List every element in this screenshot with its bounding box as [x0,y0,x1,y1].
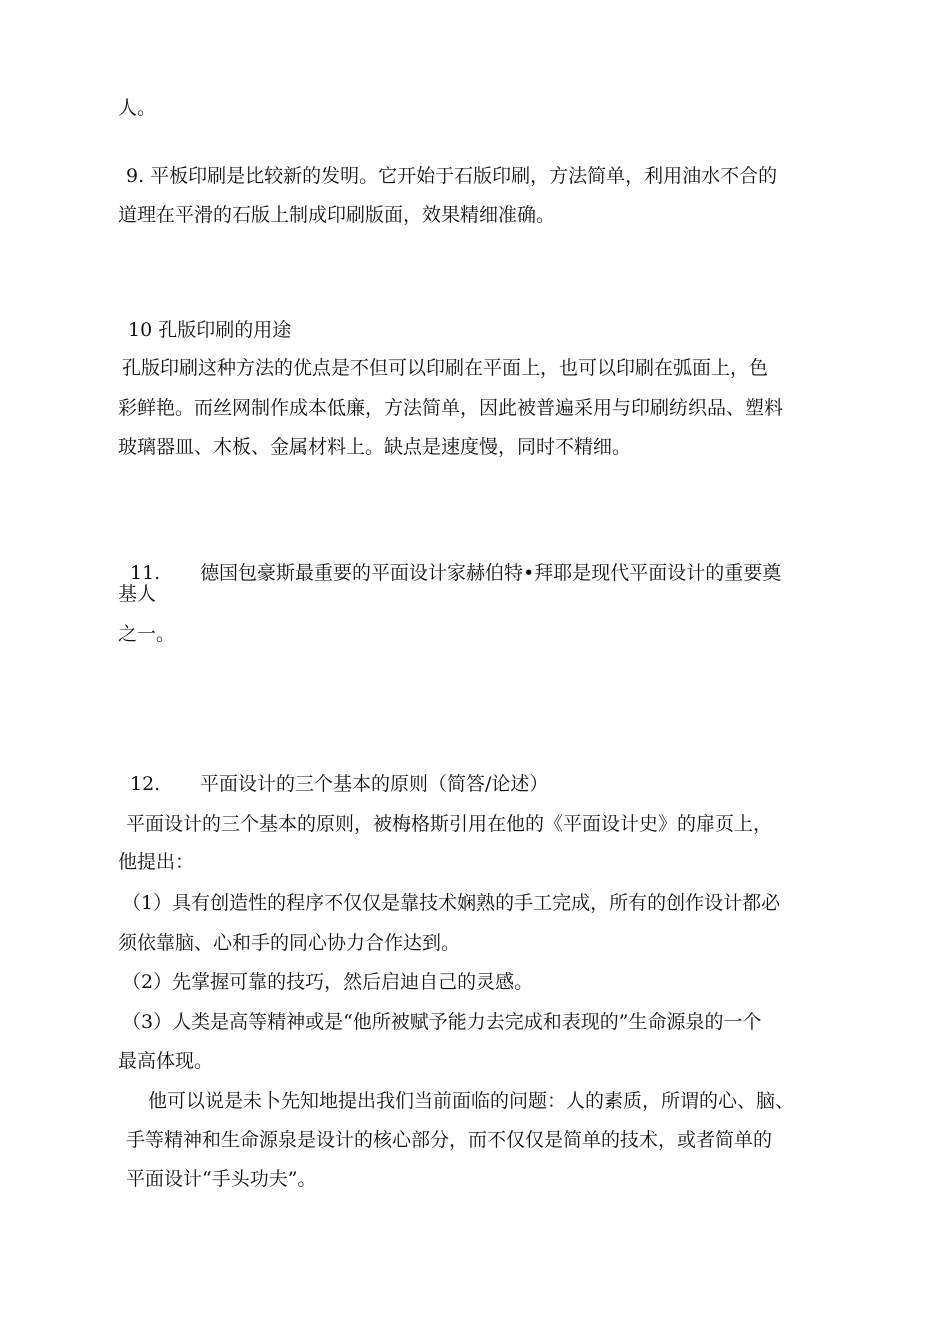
paragraph-line: 他可以说是未卜先知地提出我们当前面临的问题：人的素质，所谓的心、脑、 [148,1090,795,1112]
numbered-heading [130,772,548,796]
list-item: （2）先掌握可靠的技巧，然后启迪自己的灵感。 [122,971,534,993]
item-number: 12. [130,773,161,795]
paragraph-line: 孔版印刷这种方法的优点是不但可以印刷在平面上，也可以印刷在弧面上，色 [122,357,769,379]
numbered-line [130,561,781,585]
paragraph-line: 平面设计“手头功夫”。 [126,1168,317,1190]
paragraph-line: 彩鲜艳。而丝网制作成本低廉，方法简单，因此被普遍采用与印刷纺织品、塑料 [118,397,784,419]
paragraph-line: 9. 平板印刷是比较新的发明。它开始于石版印刷，方法简单，利用油水不合的 [126,165,778,187]
item-text: 德国包豪斯最重要的平面设计家赫伯特•拜耶是现代平面设计的重要奠 [200,562,782,584]
paragraph-line: 之一。 [118,623,176,645]
section-heading: 10 孔版印刷的用途 [128,319,292,341]
list-item-continuation: 最高体现。 [118,1050,214,1072]
continuation-text: 人。 [118,97,157,119]
paragraph-line: 道理在平滑的石版上制成印刷版面，效果精细准确。 [118,204,556,226]
list-item: （3）人类是高等精神或是“他所被赋予能力去完成和表现的”生命源泉的一个 [122,1011,762,1033]
item-number: 11. [130,562,161,584]
list-item-continuation: 须依靠脑、心和手的同心协力合作达到。 [118,932,461,954]
paragraph-line: 手等精神和生命源泉是设计的核心部分，而不仅仅是简单的技术，或者简单的 [126,1129,773,1151]
section-heading: 平面设计的三个基本的原则（简答/论述） [200,773,549,795]
paragraph-line: 他提出： [118,851,195,873]
paragraph-line: 平面设计的三个基本的原则，被梅格斯引用在他的《平面设计史》的扉页上， [126,813,773,835]
paragraph-line: 基人 [118,583,157,605]
paragraph-line: 玻璃器皿、木板、金属材料上。缺点是速度慢，同时不精细。 [118,436,632,458]
list-item: （1）具有创造性的程序不仅仅是靠技术娴熟的手工完成，所有的创作设计都必 [122,892,781,914]
